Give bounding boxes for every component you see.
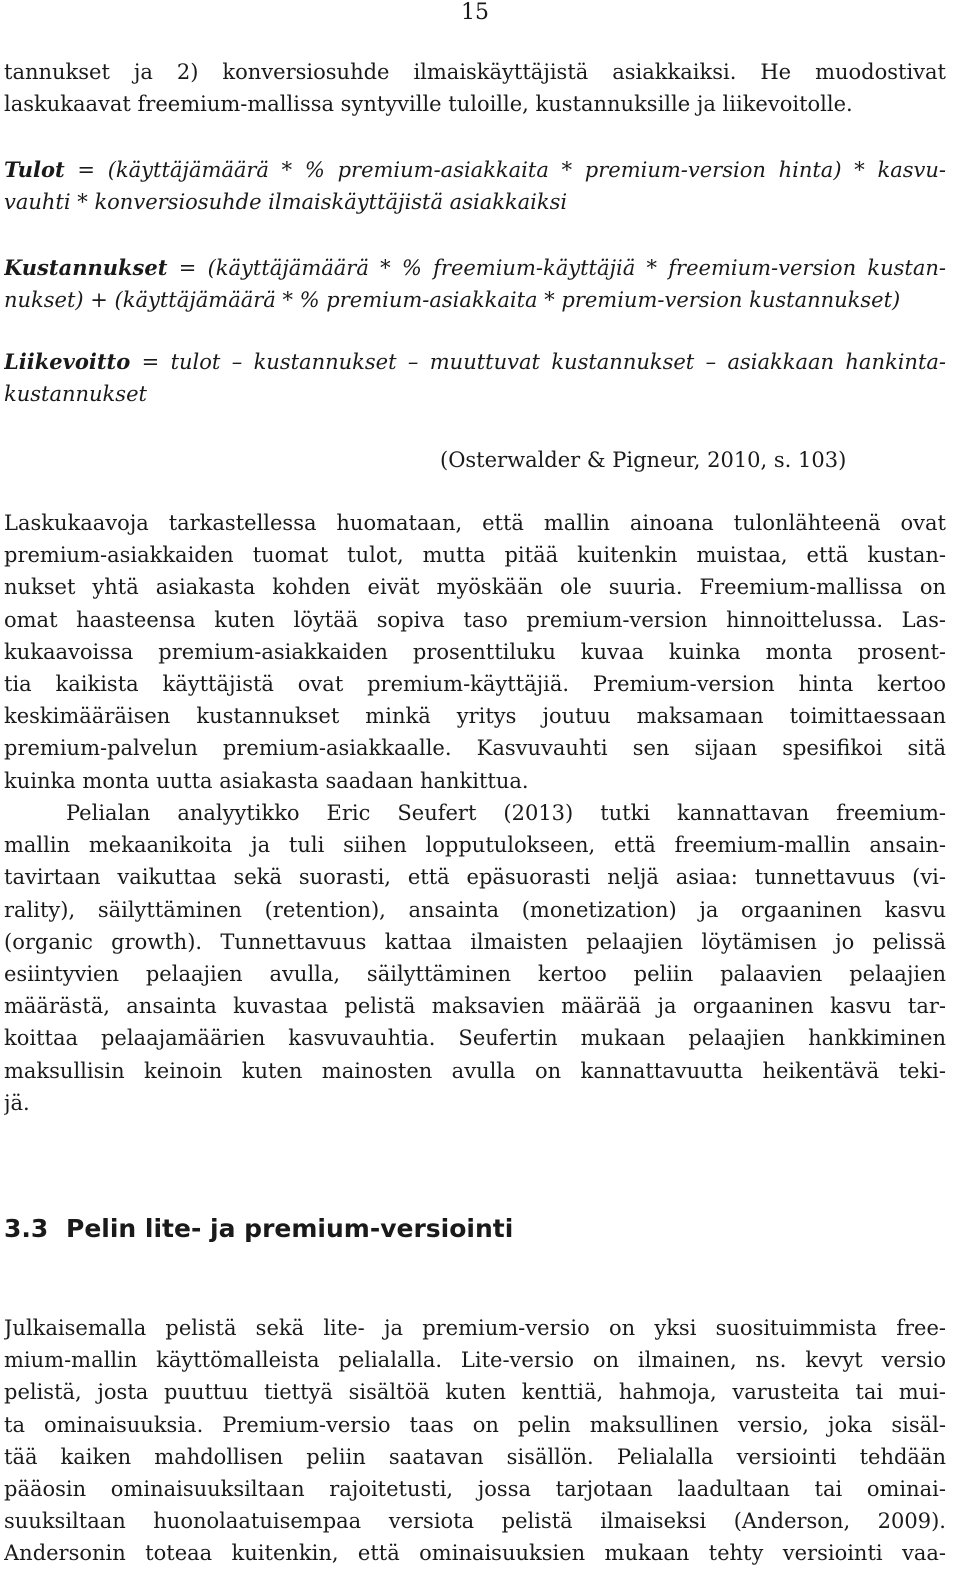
text-line: tannukset ja 2) konversiosuhde ilmaiskäyttäjistä asiakkaiksi. He muodostivat (4, 60, 946, 84)
text-line: pääosin ominaisuuksiltaan rajoitetusti, jossa tarjotaan laadultaan tai ominai- (4, 1477, 946, 1502)
text-line: määrästä, ansainta kuvastaa pelistä maksavien määrää ja orgaaninen kasvu tar- (4, 994, 946, 1019)
section-title: Pelin lite- ja premium-versiointi (66, 1214, 514, 1243)
formula-line: Kustannukset = (käyttäjämäärä * % freemium-käyttäjiä * freemium-version kustan- (4, 255, 946, 280)
text-line: Pelialan analyytikko Eric Seufert (2013) tutki kannattavan freemium- (66, 801, 946, 825)
formula-liikevoitto (4, 346, 946, 410)
text-line: suuksiltaan huonolaatuisempaa versiota pelistä ilmaiseksi (Anderson, 2009). (4, 1509, 946, 1534)
text-line: tää kaiken mahdollisen peliin saatavan sisällön. Pelialalla versiointi tehdään (4, 1444, 946, 1469)
text-line: premium-asiakkaiden tuomat tulot, mutta pitää kuitenkin muistaa, että kustan- (4, 543, 946, 568)
text-line: (organic growth). Tunnettavuus kattaa ilmaisten pelaajien löytämisen jo pelissä (4, 929, 946, 954)
text-line: Andersonin toteaa kuitenkin, että ominaisuuksien mukaan tehty versiointi vaa- (4, 1541, 946, 1566)
page-number: 15 (461, 0, 489, 25)
text-line: jä. (4, 1090, 30, 1115)
text-line: premium-palvelun premium-asiakkaalle. Kasvuvauhti sen sijaan spesifikoi sitä (4, 736, 946, 761)
text-line: keskimääräisen kustannukset minkä yritys joutuu maksamaan toimittaessaan (4, 704, 946, 729)
citation: (Osterwalder & Pigneur, 2010, s. 103) (440, 448, 847, 472)
text-line: maksullisin keinoin kuten mainosten avulla on kannattavuutta heikentävä teki- (4, 1058, 946, 1083)
section-heading (4, 1212, 513, 1246)
text-line: ta ominaisuuksia. Premium-versio taas on pelin maksullinen versio, joka sisäl- (4, 1412, 946, 1437)
paragraph-1 (4, 507, 946, 797)
text-line: esiintyvien pelaajien avulla, säilyttäminen kertoo peliin palaavien pelaajien (4, 962, 946, 987)
text-line: rality), säilyttäminen (retention), ansainta (monetization) ja orgaaninen kasvu (4, 897, 946, 922)
formula-line: nukset) + (käyttäjämäärä * % premium-asiakkaita * premium-version kustannukset) (4, 288, 901, 313)
text-line: koittaa pelaajamäärien kasvuvauhtia. Seufertin mukaan pelaajien hankkiminen (4, 1026, 946, 1051)
formula-term: Liikevoitto (4, 349, 131, 374)
formula-term: Tulot (4, 157, 65, 182)
paragraph-2 (4, 797, 946, 1119)
formula-line: kustannukset (4, 382, 147, 407)
formula-term: Kustannukset (4, 255, 168, 280)
formula-tulot (4, 154, 946, 218)
text-line: omat haasteensa kuten löytää sopiva taso premium-version hinnoittelussa. Las- (4, 607, 946, 632)
formula-line: vauhti * konversiosuhde ilmaiskäyttäjistä asiakkaiksi (4, 190, 568, 215)
paragraph-3 (4, 1312, 946, 1570)
text-line: mium-mallin käyttömalleista pelialalla. Lite-versio on ilmainen, ns. kevyt versio (4, 1348, 946, 1373)
intro-paragraph (4, 56, 946, 120)
formula-kustannukset (4, 252, 946, 316)
text-line: mallin mekaanikoita ja tuli siihen lopputulokseen, että freemium-mallin ansain- (4, 833, 946, 858)
text-line: tavirtaan vaikuttaa sekä suorasti, että epäsuorasti neljä asiaa: tunnettavuus (vi- (4, 865, 946, 890)
text-line: Laskukaavoja tarkastellessa huomataan, että mallin ainoana tulonlähteenä ovat (4, 511, 946, 535)
text-line: kukaavoissa premium-asiakkaiden prosenttiluku kuvaa kuinka monta prosent- (4, 639, 946, 664)
text-line: laskukaavat freemium-mallissa syntyville tuloille, kustannuksille ja liikevoitolle. (4, 92, 853, 117)
formula-line: Liikevoitto = tulot – kustannukset – muuttuvat kustannukset – asiakkaan hankinta- (4, 349, 946, 374)
formula-line: Tulot = (käyttäjämäärä * % premium-asiakkaita * premium-version hinta) * kasvu- (4, 157, 946, 182)
text-line: kuinka monta uutta asiakasta saadaan hankittua. (4, 768, 529, 793)
text-line: pelistä, josta puuttuu tiettyä sisältöä kuten kenttiä, hahmoja, varusteita tai mui- (4, 1380, 946, 1405)
text-line: Julkaisemalla pelistä sekä lite- ja premium-versio on yksi suosituimmista free- (4, 1316, 946, 1340)
text-line: tia kaikista käyttäjistä ovat premium-käyttäjiä. Premium-version hinta kertoo (4, 672, 946, 697)
text-line: nukset yhtä asiakasta kohden eivät myöskään ole suuria. Freemium-mallissa on (4, 575, 946, 600)
section-number: 3.3 (4, 1214, 49, 1243)
